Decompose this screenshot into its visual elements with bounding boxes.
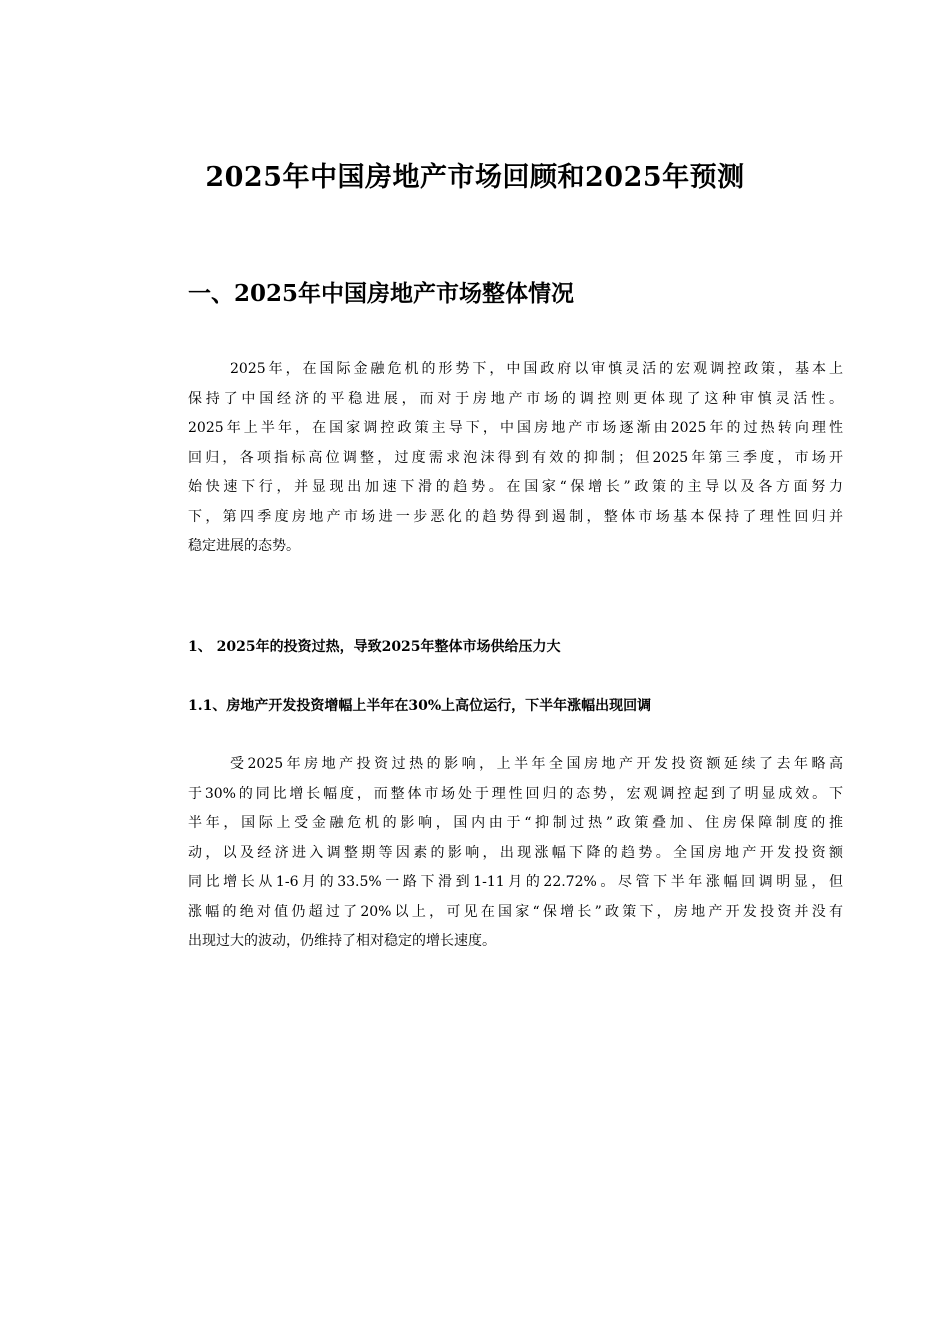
paragraph-line: 2025年上半年，在国家调控政策主导下，中国房地产市场逐渐由2025年的过热转向理性 bbox=[188, 420, 843, 436]
paragraph-line: 动，以及经济进入调整期等因素的影响，出现涨幅下降的趋势。全国房地产开发投资额 bbox=[188, 844, 843, 861]
paragraph-line: 半年，国际上受金融危机的影响，国内由于“抑制过热”政策叠加、住房保障制度的推 bbox=[188, 815, 843, 831]
paragraph-line: 下，第四季度房地产市场进一步恶化的趋势得到遏制，整体市场基本保持了理性回归并 bbox=[188, 508, 843, 525]
body-paragraph bbox=[188, 355, 843, 562]
document-title: 2025年中国房地产市场回顾和2025年预测 bbox=[205, 162, 745, 193]
paragraph-line: 回归，各项指标高位调整，过度需求泡沫得到有效的抑制；但2025年第三季度，市场开 bbox=[188, 449, 843, 466]
paragraph-line: 出现过大的波动，仍维持了相对稳定的增长速度。 bbox=[188, 933, 496, 949]
paragraph-line: 2025年，在国际金融危机的形势下，中国政府以审慎灵活的宏观调控政策，基本上 bbox=[230, 361, 843, 377]
body-paragraph bbox=[188, 750, 843, 957]
paragraph-line: 同比增长从1-6月的33.5%一路下滑到1-11月的22.72%。尽管下半年涨幅回调明显，但 bbox=[188, 874, 843, 890]
paragraph-line: 受2025年房地产投资过热的影响，上半年全国房地产开发投资额延续了去年略高 bbox=[230, 756, 843, 772]
paragraph-line: 始快速下行，并显现出加速下滑的趋势。在国家“保增长”政策的主导以及各方面努力 bbox=[188, 479, 843, 495]
paragraph-line: 保持了中国经济的平稳进展，而对于房地产市场的调控则更体现了这种审慎灵活性。 bbox=[188, 390, 843, 407]
subsection-heading: 1、 2025年的投资过热，导致2025年整体市场供给压力大 bbox=[188, 639, 561, 655]
paragraph-line: 稳定进展的态势。 bbox=[188, 538, 300, 554]
subsubsection-heading: 1.1、房地产开发投资增幅上半年在30%上高位运行，下半年涨幅出现回调 bbox=[188, 698, 652, 714]
paragraph-line: 涨幅的绝对值仍超过了20%以上，可见在国家“保增长”政策下，房地产开发投资并没有 bbox=[188, 903, 843, 920]
paragraph-line: 于30%的同比增长幅度，而整体市场处于理性回归的态势，宏观调控起到了明显成效。下 bbox=[188, 785, 843, 802]
section-heading: 一、2025年中国房地产市场整体情况 bbox=[188, 280, 575, 307]
